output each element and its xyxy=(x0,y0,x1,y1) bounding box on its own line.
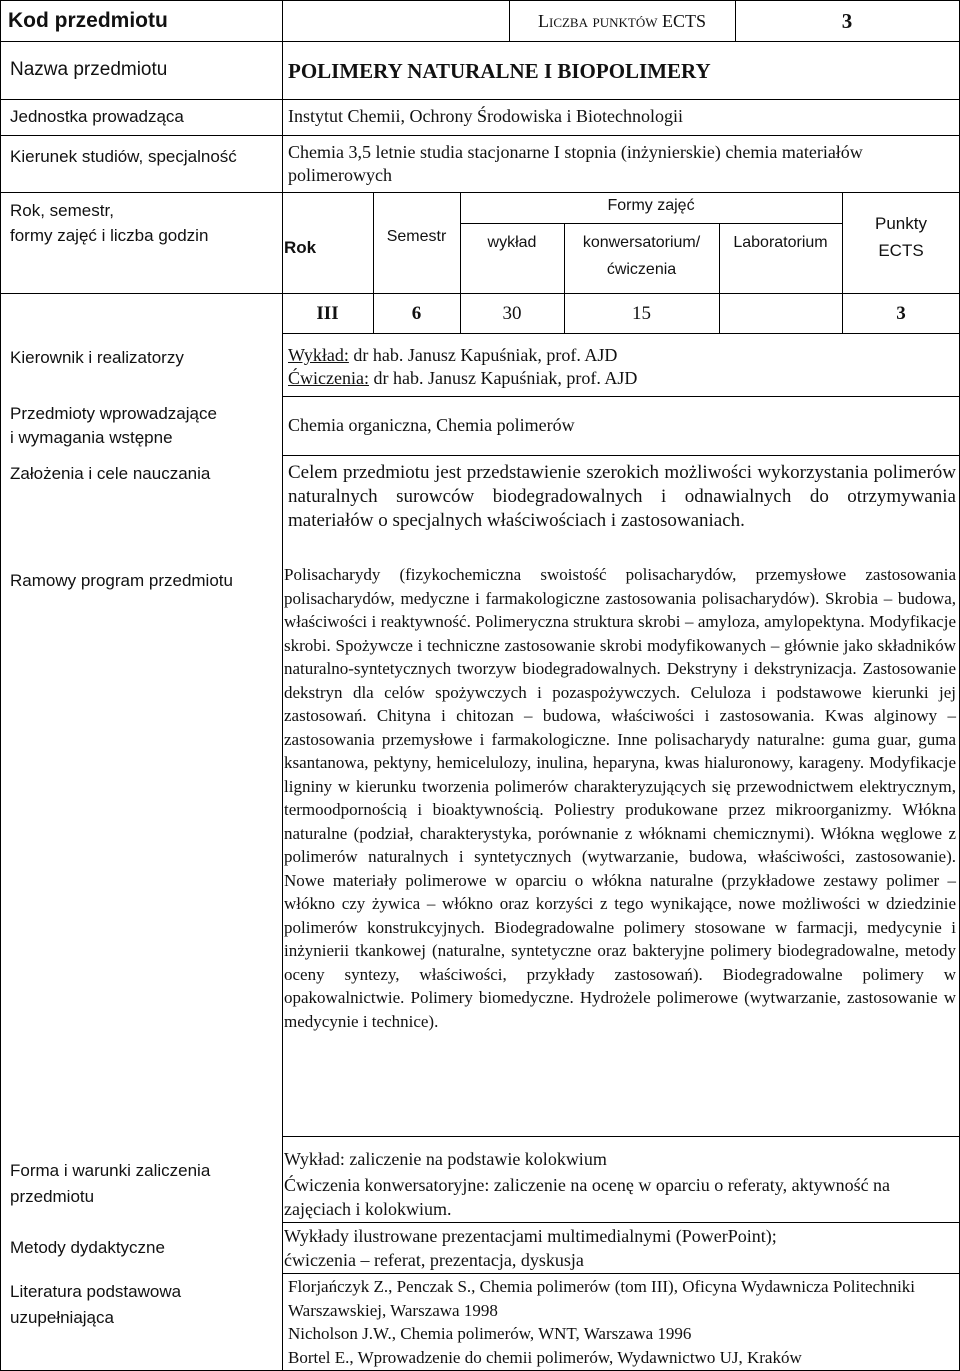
ects-value: 3 xyxy=(841,9,853,33)
assessment-label-2: przedmiotu xyxy=(10,1187,95,1206)
hours-col-rok: Rok xyxy=(284,238,317,257)
hours-rok-value: III xyxy=(316,303,339,324)
row-divider xyxy=(0,41,960,42)
program-label: Ramowy program przedmiotu xyxy=(10,571,233,590)
hours-semestr-value: 6 xyxy=(411,303,422,324)
staff-label: Kierownik i realizatorzy xyxy=(10,348,184,367)
hours-group-header: Formy zajęć xyxy=(607,197,695,214)
row-divider xyxy=(0,192,960,193)
hours-col-wyklad: wykład xyxy=(487,234,537,251)
table-border-left xyxy=(0,0,1,1371)
goals-value: Celem przedmiotu jest przedstawienie szerokich możliwości wykorzystania polimerów naturalnych surowców biodegradowalnych i odnawialnych do otrzymywania materiałów o specjalnych właściwościach i zastosowaniach. xyxy=(288,462,956,531)
prerequisites-label-1: Przedmioty wprowadzające xyxy=(10,404,217,423)
row-divider xyxy=(282,1136,960,1137)
literature-label-1: Literatura podstawowa xyxy=(10,1282,182,1301)
hours-col-konw-2: ćwiczenia xyxy=(606,261,677,278)
row-divider xyxy=(282,455,960,456)
hours-row-divider xyxy=(282,333,960,334)
unit-value: Instytut Chemii, Ochrony Środowiska i Biotechnologii xyxy=(288,106,683,126)
course-name: POLIMERY NATURALNE I BIOPOLIMERY xyxy=(288,59,711,83)
prerequisites-value: Chemia organiczna, Chemia polimerów xyxy=(288,415,575,435)
literature-label-2: uzupełniająca xyxy=(10,1308,114,1327)
course-name-label: Nazwa przedmiotu xyxy=(10,59,168,80)
course-code-label: Kod przedmiotu xyxy=(8,9,168,32)
unit-label: Jednostka prowadząca xyxy=(10,107,184,126)
hours-group-divider xyxy=(460,223,842,224)
exercises-line xyxy=(288,367,637,390)
year-label-1: Rok, semestr, xyxy=(10,201,114,220)
hours-wyklad-value: 30 xyxy=(502,303,522,324)
column-divider xyxy=(282,0,283,1371)
assessment-lecture: Wykład: zaliczenie na podstawie kolokwium xyxy=(284,1149,607,1169)
methods-line-1: Wykłady ilustrowane prezentacjami multimedialnymi (PowerPoint); xyxy=(284,1226,777,1246)
program-value: Polisacharydy (fizykochemiczna swoistość polisacharydów, przemysłowe zastosowania polisacharydów, medyczne i farmakologiczne zastosowania polisacharydów). Skrobia – budowa, właściwości i reaktywność. Polimeryczna struktura skrobi – amyloza, amylopektyna. Modyfikacje skrobi. Spożywcze i techniczne zastosowanie skrobi modyfikowanych – głównie jako składników naturalno-syntetycznych tworzyw biodegradowalnych. Dekstryny i dekstrynizacja. Zastosowanie dekstryn dla celów spożywczych i pozaspożywczych. Celuloza i podstawowe kierunki jej zastosowań. Chityna i chitozan – budowa, właściwości i zastosowania. Kwas alginowy – zastosowania przemysłowe i farmakologiczne. Inne polisacharydy naturalne: guma guar, guma ksantanowa, pektyny, hemicelulozy, inulina, heparyna, kwas hialuronowy, karageny. Modyfikacje ligniny w kierunku tworzenia polimerów charakteryzujących się przewodnictwem elektrycznym, termoodpornością i bioaktywnością. Poliestry produkowane przez mikroorganizmy. Włókna naturalne (podział, charakterystyka, porównanie z włóknami chemicznymi). Włókna węglowe z polimerów naturalnych i syntetycznych (wytwarzanie, budowa, właściwości, zastosowanie). Nowe materiały polimerowe w oparciu o włókna naturalne (przykładowe zestawy polimer – włókno czy żywica – włókno oraz korzyści z tego wynikające, nowe możliwości w dziedzinie polimerów konstrukcyjnych. Biodegradowalne polimery stosowane w farmacji, medycynie i inżynierii tkankowej (naturalne, syntetyczne oraz bakteryjne polimery biodegradowalne, metody oceny syntezy, właściwości, przykłady zastosowań). Biodegradowalne polimery w opakowalnictwie. Polimery biomedyczne. Hydrożele polimerowe (wytwarzanie, zastosowanie w medycynie i technice). xyxy=(284,565,956,1031)
field-label: Kierunek studiów, specjalność xyxy=(10,147,237,166)
exercises-teacher: dr hab. Janusz Kapuśniak, prof. AJD xyxy=(373,368,638,388)
field-value: Chemia 3,5 letnie studia stacjonarne I stopnia (inżynierskie) chemia materiałów polimerowych xyxy=(288,142,863,185)
row-divider xyxy=(282,1273,960,1274)
hours-col-punkty-2: ECTS xyxy=(878,241,924,260)
assessment-exercises: Ćwiczenia konwersatoryjne: zaliczenie na ocenę w oparciu o referaty, aktywność na zajęciach i kolokwium. xyxy=(284,1175,891,1219)
hours-col-semestr: Semestr xyxy=(386,228,447,245)
row-divider xyxy=(282,396,960,397)
lecturer-line xyxy=(288,344,617,367)
methods-label: Metody dydaktyczne xyxy=(10,1238,165,1257)
hours-col-lab: Laboratorium xyxy=(733,234,828,251)
table-border-top xyxy=(0,0,960,1)
ects-label: Liczba punktów ECTS xyxy=(538,11,706,31)
row-divider xyxy=(0,135,960,136)
hours-col-punkty-1: Punkty xyxy=(875,214,927,233)
exercises-label: Ćwiczenia: xyxy=(288,368,369,388)
row-divider xyxy=(0,99,960,100)
hours-col-konw-1: konwersatorium/ xyxy=(582,234,701,251)
hours-punkty-value: 3 xyxy=(896,303,906,324)
row-divider xyxy=(282,1222,960,1223)
goals-label: Założenia i cele nauczania xyxy=(10,464,211,483)
methods-line-2: ćwiczenia – referat, prezentacja, dyskusja xyxy=(284,1250,584,1270)
lecturer-name: dr hab. Janusz Kapuśniak, prof. AJD xyxy=(353,345,618,365)
assessment-label-1: Forma i warunki zaliczenia xyxy=(10,1161,211,1180)
prerequisites-label-2: i wymagania wstępne xyxy=(10,428,173,447)
literature-item: Florjańczyk Z., Penczak S., Chemia polimerów (tom III), Oficyna Wydawnicza Politechniki Warszawskiej, Warszawa 1998 xyxy=(288,1277,916,1320)
hours-konw-value: 15 xyxy=(632,303,651,324)
year-label-2: formy zajęć i liczba godzin xyxy=(10,226,209,245)
lecture-label: Wykład: xyxy=(288,345,349,365)
literature-item: Bortel E., Wprowadzenie do chemii polimerów, Wydawnictwo UJ, Kraków xyxy=(288,1348,802,1367)
row-divider xyxy=(0,293,960,294)
literature-item: Nicholson J.W., Chemia polimerów, WNT, Warszawa 1996 xyxy=(288,1324,692,1343)
